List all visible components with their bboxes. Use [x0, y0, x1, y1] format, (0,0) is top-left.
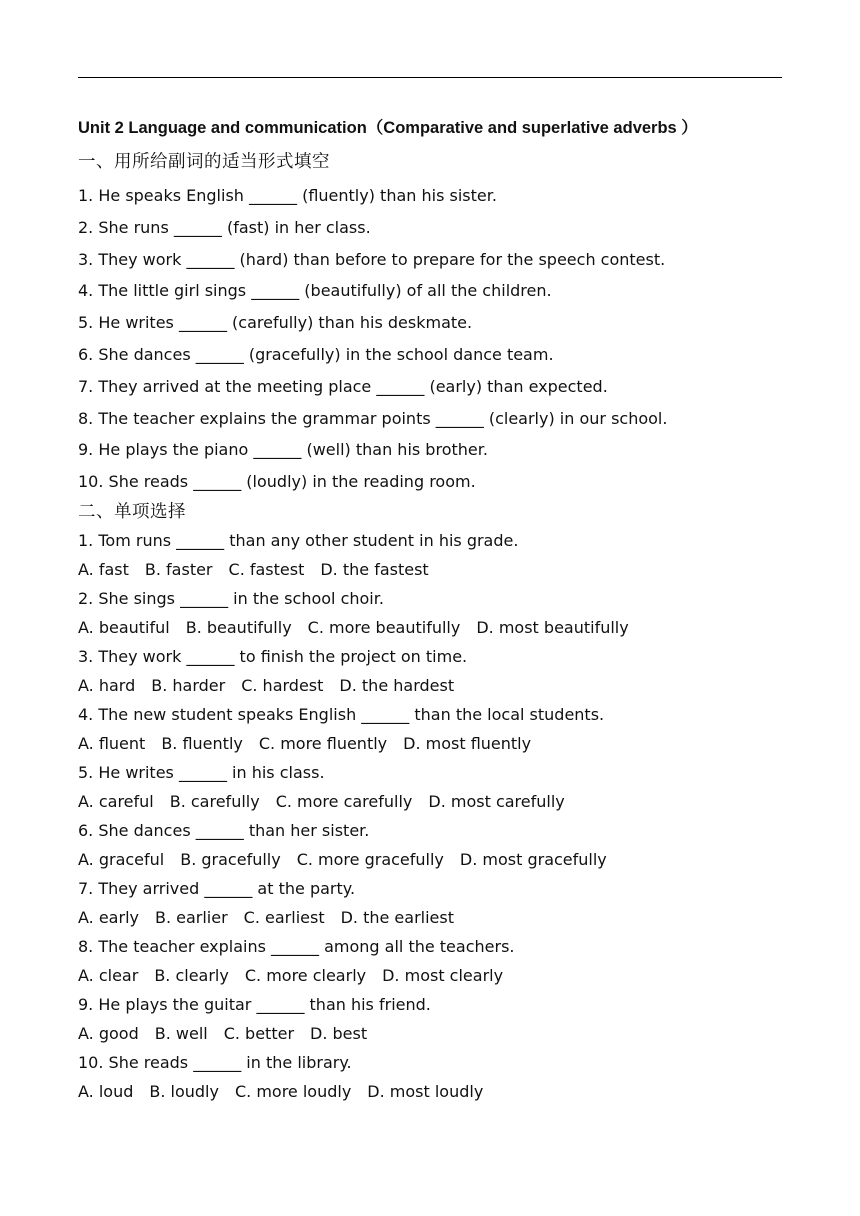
mc-options-10	[78, 1077, 798, 1106]
section-2-heading: 二、单项选择	[78, 501, 186, 522]
mc-option-a: A. careful	[78, 791, 154, 811]
mc-option-b: B. carefully	[169, 791, 260, 811]
mc-question-9: 9. He plays the guitar ______ than his friend.	[78, 994, 431, 1014]
mc-options-6	[78, 845, 798, 874]
mc-question-2: 2. She sings ______ in the school choir.	[78, 588, 384, 608]
fill-item-4: 4. The little girl sings ______ (beautifully) of all the children.	[78, 281, 552, 301]
mc-option-a: A. graceful	[78, 849, 165, 869]
mc-option-a: A. hard	[78, 675, 136, 695]
mc-option-c: C. hardest	[241, 675, 324, 695]
mc-option-c: C. fastest	[228, 559, 305, 579]
mc-option-c: C. more loudly	[234, 1081, 352, 1101]
fill-item-10: 10. She reads ______ (loudly) in the reading room.	[78, 472, 476, 492]
mc-option-c: C. more carefully	[275, 791, 413, 811]
mc-question-3: 3. They work ______ to finish the project on time.	[78, 646, 468, 666]
mc-option-a: A. early	[78, 907, 139, 927]
fill-item-3: 3. They work ______ (hard) than before to prepare for the speech contest.	[78, 249, 666, 269]
mc-option-c: C. more gracefully	[296, 849, 444, 869]
fill-item-8: 8. The teacher explains the grammar points ______ (clearly) in our school.	[78, 408, 668, 428]
mc-option-b: B. harder	[151, 675, 226, 695]
mc-option-b: B. earlier	[154, 907, 228, 927]
header-rule	[78, 77, 782, 78]
mc-option-c: C. better	[223, 1023, 295, 1043]
mc-option-d: D. the fastest	[320, 559, 429, 579]
mc-question-10: 10. She reads ______ in the library.	[78, 1052, 352, 1072]
worksheet-title: Unit 2 Language and communication（Comparative and superlative adverbs ）	[78, 119, 698, 137]
fill-item-5: 5. He writes ______ (carefully) than his deskmate.	[78, 313, 473, 333]
mc-option-b: B. fluently	[161, 733, 243, 753]
mc-option-b: B. loudly	[149, 1081, 219, 1101]
mc-question-5: 5. He writes ______ in his class.	[78, 762, 325, 782]
mc-question-4: 4. The new student speaks English ______ than the local students.	[78, 704, 605, 724]
mc-options-3	[78, 671, 798, 700]
mc-option-d: D. the hardest	[339, 675, 455, 695]
fill-item-9: 9. He plays the piano ______ (well) than his brother.	[78, 440, 488, 460]
mc-option-b: B. beautifully	[185, 617, 292, 637]
mc-option-c: C. more beautifully	[307, 617, 461, 637]
mc-option-d: D. most clearly	[382, 965, 504, 985]
worksheet-content	[78, 112, 798, 1106]
mc-option-c: C. earliest	[243, 907, 325, 927]
mc-question-7: 7. They arrived ______ at the party.	[78, 878, 356, 898]
mc-question-6: 6. She dances ______ than her sister.	[78, 820, 370, 840]
mc-option-a: A. beautiful	[78, 617, 170, 637]
section-1-heading: 一、用所给副词的适当形式填空	[78, 152, 330, 172]
mc-options-2	[78, 613, 798, 642]
mc-question-1: 1. Tom runs ______ than any other student in his grade.	[78, 530, 519, 550]
mc-option-d: D. most gracefully	[459, 849, 607, 869]
mc-option-c: C. more fluently	[258, 733, 388, 753]
fill-item-6: 6. She dances ______ (gracefully) in the school dance team.	[78, 344, 554, 364]
mc-option-a: A. fluent	[78, 733, 146, 753]
mc-option-d: D. most carefully	[428, 791, 565, 811]
mc-option-b: B. gracefully	[180, 849, 281, 869]
mc-option-d: D. the earliest	[340, 907, 454, 927]
mc-option-a: A. good	[78, 1023, 139, 1043]
mc-option-d: D. most beautifully	[476, 617, 629, 637]
mc-options-4	[78, 729, 798, 758]
mc-option-b: B. clearly	[154, 965, 229, 985]
mc-option-a: A. loud	[78, 1081, 134, 1101]
mc-option-c: C. more clearly	[244, 965, 367, 985]
mc-option-b: B. faster	[144, 559, 213, 579]
mc-options-7	[78, 903, 798, 932]
fill-item-1: 1. He speaks English ______ (fluently) than his sister.	[78, 186, 497, 205]
mc-option-d: D. best	[310, 1023, 368, 1043]
mc-option-d: D. most loudly	[367, 1081, 484, 1101]
mc-options-8	[78, 961, 798, 990]
mc-option-b: B. well	[154, 1023, 208, 1043]
mc-options-9	[78, 1019, 798, 1048]
mc-options-5	[78, 787, 798, 816]
fill-item-7: 7. They arrived at the meeting place ______ (early) than expected.	[78, 376, 608, 396]
mc-question-8: 8. The teacher explains ______ among all the teachers.	[78, 936, 515, 956]
mc-options-1	[78, 555, 798, 584]
section-multiple-choice	[78, 498, 798, 1106]
fill-item-2: 2. She runs ______ (fast) in her class.	[78, 217, 371, 237]
section-fill-in-blanks	[78, 144, 798, 498]
mc-option-d: D. most fluently	[403, 733, 532, 753]
mc-option-a: A. fast	[78, 559, 129, 579]
mc-option-a: A. clear	[78, 965, 139, 985]
